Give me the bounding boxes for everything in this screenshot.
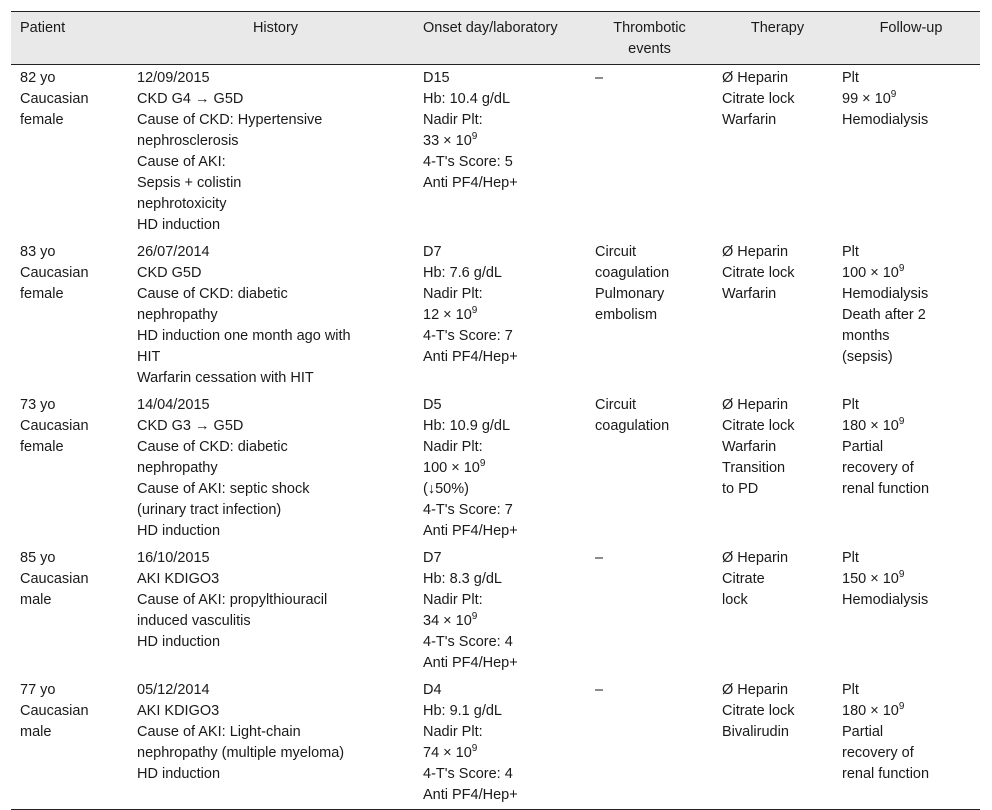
cell-line: 4-T's Score: 7 (423, 502, 513, 518)
cell-followup (833, 242, 980, 389)
cell-line: $99 \times 10^9$ (842, 89, 897, 107)
cell-line: female (20, 439, 64, 455)
cell-line: D15 (423, 70, 450, 86)
cell-line: Plt (842, 70, 859, 86)
cell-thrombotic (586, 395, 713, 542)
cell-line: 4-T's Score: 4 (423, 766, 513, 782)
cell-line: $12 \times 10^9$ (423, 305, 478, 323)
cell-line: Warfarin cessation with HIT (137, 370, 314, 386)
cell-line: 4-T's Score: 4 (423, 634, 513, 650)
cell-line: Citrate (722, 571, 765, 587)
header-thrombotic: Thrombotic events (613, 20, 686, 57)
cell-followup (833, 680, 980, 806)
exponent: 9 (898, 416, 905, 428)
cell-line: Nadir Plt: (423, 286, 483, 302)
table-body (11, 65, 980, 809)
cell-line: Partial (842, 724, 884, 740)
cell-line: HD induction (137, 766, 221, 782)
cell-line: Transition (722, 460, 786, 476)
table-row (11, 65, 980, 239)
exponent: 9 (471, 131, 478, 143)
cell-line: D7 (423, 244, 442, 260)
cell-line: coagulation (595, 418, 670, 434)
cell-line: Ø Heparin (722, 244, 789, 260)
cell-line: Circuit (595, 397, 637, 413)
cell-onset (414, 548, 586, 674)
cell-followup (833, 395, 980, 542)
cell-line: Bivalirudin (722, 724, 789, 740)
cell-line: 85 yo (20, 550, 56, 566)
cell-line: 77 yo (20, 682, 56, 698)
cell-line: induced vasculitis (137, 613, 251, 629)
cell-line: $180 \times 10^9$ (842, 701, 905, 719)
cell-line: nephrosclerosis (137, 133, 239, 149)
patient-table (11, 11, 980, 810)
cell-line: lock (722, 592, 748, 608)
cell-line: to PD (722, 481, 759, 497)
cell-therapy (713, 395, 833, 542)
cell-line: (sepsis) (842, 349, 893, 365)
cell-line: Anti PF4/Hep+ (423, 523, 518, 539)
cell-line: Death after 2 (842, 307, 926, 323)
exponent: 9 (890, 89, 897, 101)
cell-line: 73 yo (20, 397, 56, 413)
cell-line: – (595, 682, 604, 698)
cell-therapy (713, 548, 833, 674)
cell-line: – (595, 550, 604, 566)
header-history: History (252, 20, 299, 36)
cell-onset (414, 680, 586, 806)
cell-line: HIT (137, 349, 161, 365)
cell-line: Hb: 10.4 g/dL (423, 91, 511, 107)
cell-line: Warfarin (722, 112, 777, 128)
cell-line: Ø Heparin (722, 70, 789, 86)
cell-line: Nadir Plt: (423, 112, 483, 128)
cell-line: Ø Heparin (722, 550, 789, 566)
cell-history (128, 242, 414, 389)
cell-line: CKD G3 → G5D (137, 418, 244, 434)
cell-line: D7 (423, 550, 442, 566)
cell-line: Anti PF4/Hep+ (423, 655, 518, 671)
header-onset: Onset day/laboratory (423, 20, 558, 36)
cell-line: HD induction one month ago with (137, 328, 351, 344)
cell-line: months (842, 328, 890, 344)
cell-line: (urinary tract infection) (137, 502, 282, 518)
cell-line: Nadir Plt: (423, 724, 483, 740)
cell-line: Circuit (595, 244, 637, 260)
cell-line: Cause of AKI: propylthiouracil (137, 592, 328, 608)
cell-line: nephrotoxicity (137, 196, 227, 212)
cell-line: Ø Heparin (722, 682, 789, 698)
cell-line: Caucasian (20, 418, 89, 434)
exponent: 9 (898, 701, 905, 713)
cell-patient (11, 68, 128, 236)
cell-line: AKI KDIGO3 (137, 703, 220, 719)
cell-thrombotic (586, 680, 713, 806)
cell-therapy (713, 242, 833, 389)
cell-onset (414, 395, 586, 542)
cell-patient (11, 242, 128, 389)
exponent: 9 (898, 569, 905, 581)
table-header (11, 12, 980, 65)
table-row (11, 545, 980, 677)
cell-therapy (713, 68, 833, 236)
cell-line: $150 \times 10^9$ (842, 569, 905, 587)
cell-line: $180 \times 10^9$ (842, 416, 905, 434)
cell-line: Hb: 8.3 g/dL (423, 571, 502, 587)
table-row (11, 392, 980, 545)
cell-history (128, 395, 414, 542)
cell-line: renal function (842, 481, 930, 497)
cell-line: Anti PF4/Hep+ (423, 787, 518, 803)
cell-line: HD induction (137, 217, 221, 233)
cell-line: Citrate lock (722, 265, 795, 281)
cell-line: 4-T's Score: 5 (423, 154, 513, 170)
cell-line: $33 \times 10^9$ (423, 131, 478, 149)
cell-line: Plt (842, 244, 859, 260)
cell-line: Citrate lock (722, 703, 795, 719)
cell-line: 82 yo (20, 70, 56, 86)
cell-history (128, 68, 414, 236)
cell-line: 14/04/2015 (137, 397, 210, 413)
cell-line: Caucasian (20, 91, 89, 107)
cell-line: nephropathy (multiple myeloma) (137, 745, 345, 761)
cell-line: $34 \times 10^9$ (423, 611, 478, 629)
cell-line: coagulation (595, 265, 670, 281)
cell-line: nephropathy (137, 307, 218, 323)
cell-line: CKD G5D (137, 265, 202, 281)
cell-line: Cause of CKD: diabetic (137, 439, 288, 455)
cell-line: Cause of CKD: Hypertensive (137, 112, 323, 128)
cell-line: Cause of AKI: (137, 154, 226, 170)
cell-line: (↓50%) (423, 481, 469, 497)
cell-line: Hb: 9.1 g/dL (423, 703, 502, 719)
cell-line: Plt (842, 682, 859, 698)
cell-line: 4-T's Score: 7 (423, 328, 513, 344)
cell-thrombotic (586, 242, 713, 389)
cell-line: Hemodialysis (842, 286, 929, 302)
cell-line: recovery of (842, 460, 914, 476)
exponent: 9 (898, 263, 905, 275)
cell-line: Caucasian (20, 265, 89, 281)
table-row (11, 677, 980, 809)
cell-line: female (20, 286, 64, 302)
cell-line: Pulmonary (595, 286, 665, 302)
cell-line: Anti PF4/Hep+ (423, 349, 518, 365)
cell-followup (833, 68, 980, 236)
exponent: 9 (471, 611, 478, 623)
cell-line: female (20, 112, 64, 128)
exponent: 9 (479, 458, 486, 470)
cell-onset (414, 242, 586, 389)
cell-line: Hemodialysis (842, 592, 929, 608)
cell-line: Cause of AKI: septic shock (137, 481, 310, 497)
cell-line: male (20, 592, 52, 608)
cell-line: D4 (423, 682, 442, 698)
cell-line: Plt (842, 397, 859, 413)
cell-line: D5 (423, 397, 442, 413)
cell-line: Citrate lock (722, 91, 795, 107)
cell-line: AKI KDIGO3 (137, 571, 220, 587)
cell-line: embolism (595, 307, 658, 323)
cell-line: Hb: 7.6 g/dL (423, 265, 502, 281)
cell-line: recovery of (842, 745, 914, 761)
cell-line: Nadir Plt: (423, 592, 483, 608)
header-therapy: Therapy (750, 20, 805, 36)
cell-line: $100 \times 10^9$ (423, 458, 486, 476)
cell-line: Citrate lock (722, 418, 795, 434)
cell-line: Partial (842, 439, 884, 455)
cell-line: Sepsis + colistin (137, 175, 242, 191)
cell-line: Cause of AKI: Light-chain (137, 724, 301, 740)
cell-line: 26/07/2014 (137, 244, 210, 260)
cell-patient (11, 395, 128, 542)
cell-line: 12/09/2015 (137, 70, 210, 86)
cell-line: male (20, 724, 52, 740)
cell-line: $74 \times 10^9$ (423, 743, 478, 761)
cell-onset (414, 68, 586, 236)
exponent: 9 (471, 305, 478, 317)
cell-history (128, 548, 414, 674)
cell-line: Hb: 10.9 g/dL (423, 418, 511, 434)
exponent: 9 (471, 743, 478, 755)
cell-thrombotic (586, 548, 713, 674)
cell-line: CKD G4 → G5D (137, 91, 244, 107)
cell-line: Nadir Plt: (423, 439, 483, 455)
cell-line: Caucasian (20, 703, 89, 719)
cell-line: Warfarin (722, 439, 777, 455)
cell-line: Caucasian (20, 571, 89, 587)
cell-line: 16/10/2015 (137, 550, 210, 566)
cell-line: renal function (842, 766, 930, 782)
cell-line: – (595, 70, 604, 86)
cell-line: nephropathy (137, 460, 218, 476)
cell-line: 83 yo (20, 244, 56, 260)
cell-patient (11, 548, 128, 674)
cell-line: Plt (842, 550, 859, 566)
cell-thrombotic (586, 68, 713, 236)
cell-therapy (713, 680, 833, 806)
cell-line: 05/12/2014 (137, 682, 210, 698)
cell-line: Ø Heparin (722, 397, 789, 413)
table-row (11, 239, 980, 392)
cell-line: Hemodialysis (842, 112, 929, 128)
cell-followup (833, 548, 980, 674)
header-followup: Follow-up (879, 20, 943, 36)
cell-line: Warfarin (722, 286, 777, 302)
cell-line: HD induction (137, 634, 221, 650)
cell-line: Cause of CKD: diabetic (137, 286, 288, 302)
cell-line: HD induction (137, 523, 221, 539)
cell-line: Anti PF4/Hep+ (423, 175, 518, 191)
cell-patient (11, 680, 128, 806)
cell-history (128, 680, 414, 806)
header-patient: Patient (20, 20, 66, 36)
cell-line: $100 \times 10^9$ (842, 263, 905, 281)
